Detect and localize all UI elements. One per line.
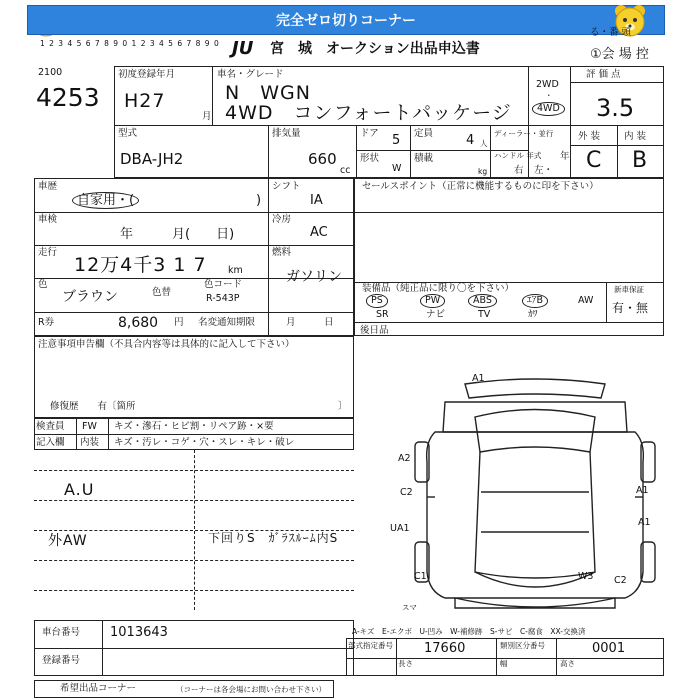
model-label: 型式 [118,128,138,139]
vehicle-close: ) [256,193,262,208]
first-reg-label: 初度登録年月 [118,69,176,80]
fw-label: FW [82,421,97,432]
color-label: 色 [38,279,48,290]
shape-value: W [392,163,402,174]
defects-line2: キズ・汚レ・コゲ・穴・スレ・キレ・破レ [114,437,295,448]
ac-label: 冷房 [272,214,292,225]
capacity-value: 4 [466,133,475,148]
equip-pw: PW [420,294,445,308]
handle-options: 左・ [534,165,554,176]
ext-value: C [586,148,602,173]
desired-label: 希望出品コーナー [60,683,137,694]
name-line2: 4WD コンフォートパッケージ [225,102,512,124]
auction-title: 宮 城 オークション出品申込書 [270,41,480,57]
equipment-label: 装備品（純正品に限り〇を下さい） [362,283,515,294]
length-label: 長さ [398,659,413,668]
defects-line1: キズ・滲石・ヒビ割・リペア跡・×要 [114,421,274,432]
doors-label: ドア [360,128,379,139]
equip-airbag: ｴｱB [522,294,548,308]
mark-ua1: UA1 [390,523,410,534]
chassis-value: 1013643 [110,625,168,640]
int-value: B [632,148,648,173]
load-unit: kg [478,167,488,176]
note-au: A.U [64,480,95,499]
rear-seat-label: 後日品 [360,325,389,336]
vehicle-value: 自家用・( [72,192,139,209]
equip-ps: PS [366,294,388,308]
note-lower: 下回りS ｶﾞﾗｽﾙｰﾑ内S [208,531,339,545]
equip-navi: ナビ [426,309,446,320]
fuel-label: 燃料 [272,247,292,258]
mileage-label: 走行 [38,247,58,258]
repair-label: 修復歴 有〔箇所 [50,401,136,412]
doors-value: 5 [392,133,401,148]
color-code-value: R-543P [206,293,240,304]
ju-logo: JU [232,38,254,59]
mark-a2: A2 [398,453,411,464]
displacement-label: 排気量 [272,128,301,139]
inspection-area-label: 検査員 [36,421,65,432]
notes-label: 注意事項申告欄（不具合内容等は具体的に記入して下さい） [38,339,295,350]
vehicle-label: 車歴 [38,181,58,192]
dealer-no-label: 部式指定番号 [348,641,393,650]
color-code-label: 色コード [204,279,243,290]
name-change-label: 名変通知期限 [198,317,256,328]
equip-sr: SR [376,309,389,320]
fuel-value: ガソリン [286,269,342,285]
rcoupon-unit: 円 [174,317,184,328]
capacity-label: 定員 [414,128,434,139]
equip-aw: AW [578,295,594,306]
equip-abs: ABS [468,294,497,308]
class-value: 0001 [592,641,626,656]
new-car-warranty-label: 新車保証 [614,285,644,294]
ac-value: AC [310,225,328,240]
regno-label: 登録番号 [42,655,81,666]
year-label: 年 [560,151,570,162]
mark-a1-side: A1 [636,485,649,496]
load-label: 積載 [414,153,434,164]
desired-note: （コーナーは各会場にお問い合わせ下さい） [176,685,326,694]
eval-value: 3.5 [596,94,635,122]
rcoupon-label: R券 [38,317,55,328]
ruler-digits: 1 2 3 4 5 6 7 8 9 0 1 2 3 4 5 6 7 8 9 0 [40,39,220,48]
mileage-unit: km [228,265,243,276]
equip-leather: ｶﾜ [528,309,538,320]
height-label: 高さ [560,659,575,668]
shift-value: IA [310,193,323,208]
color-change-label: 色替 [152,287,172,298]
int-label: 内 装 [624,131,647,142]
sales-label: セールスポイント（正常に機能するものに印を下さい） [362,181,599,192]
handle-label: ハンドル 年式 [494,151,542,160]
name-label: 車名・グレード [217,69,284,80]
mark-sma: スマ [402,603,417,612]
displacement-unit: cc [340,165,351,176]
shift-label: シフト [272,181,301,192]
chassis-label: 車台番号 [42,627,81,638]
repair-close: 〕 [338,401,348,412]
damage-legend: A-キズ E-エクボ U-凹み W-補修跡 S-サビ C-腐食 XX-交換済 [352,627,586,636]
drive-2wd: 2WD [536,79,559,90]
inspection-label: 車検 [38,214,58,225]
form-code: 2100 [38,67,63,78]
capacity-unit: 人 [480,139,488,148]
mark-c2-left: C2 [400,487,413,498]
ext-label: 外 装 [578,131,601,142]
month-suffix: 月 [202,111,212,122]
first-reg-value: H27 [124,90,166,112]
dealer-label: ディーラー・並行 [494,129,554,138]
mark-c1: C1 [414,571,427,582]
mileage-value: 12万4千3 1 7 [74,254,207,276]
model-value: DBA-JH2 [120,150,184,168]
equip-tv: TV [478,309,491,320]
corner-banner [27,5,665,35]
lot-number: 4253 [36,83,100,112]
eval-label: 評 価 点 [586,69,621,80]
shape-label: 形状 [360,153,380,164]
drive-dot: ・ [545,91,553,100]
inspection-value: 年 月( 日) [120,227,235,242]
mark-a1-top: A1 [472,373,485,384]
top-fragment: る・番 頭 [590,27,632,38]
mark-w3: W3 [578,571,594,582]
interior-label: 内装 [80,437,100,448]
mark-a1-right: A1 [638,517,651,528]
drive-4wd: 4WD [532,102,565,116]
banner-title: 完全ゼロ切りコーナー [276,13,416,29]
entry-area-label: 記入欄 [36,437,65,448]
rcoupon-value: 8,680 [118,315,159,331]
venue-copy: ①会 場 控 [590,47,649,62]
color-value: ブラウン [62,289,118,305]
name-line1: N WGN [225,82,311,104]
mark-c2-right: C2 [614,575,627,586]
name-change-value: 月 日 [286,317,334,328]
width-label: 幅 [500,659,508,668]
handle-value: 右 [514,165,524,176]
displacement-value: 660 [308,150,337,168]
note-outer: 外AW [48,533,88,549]
dealer-no-value: 17660 [424,641,466,656]
class-label: 類別区分番号 [500,641,545,650]
new-car-warranty-value: 有・無 [612,301,649,315]
